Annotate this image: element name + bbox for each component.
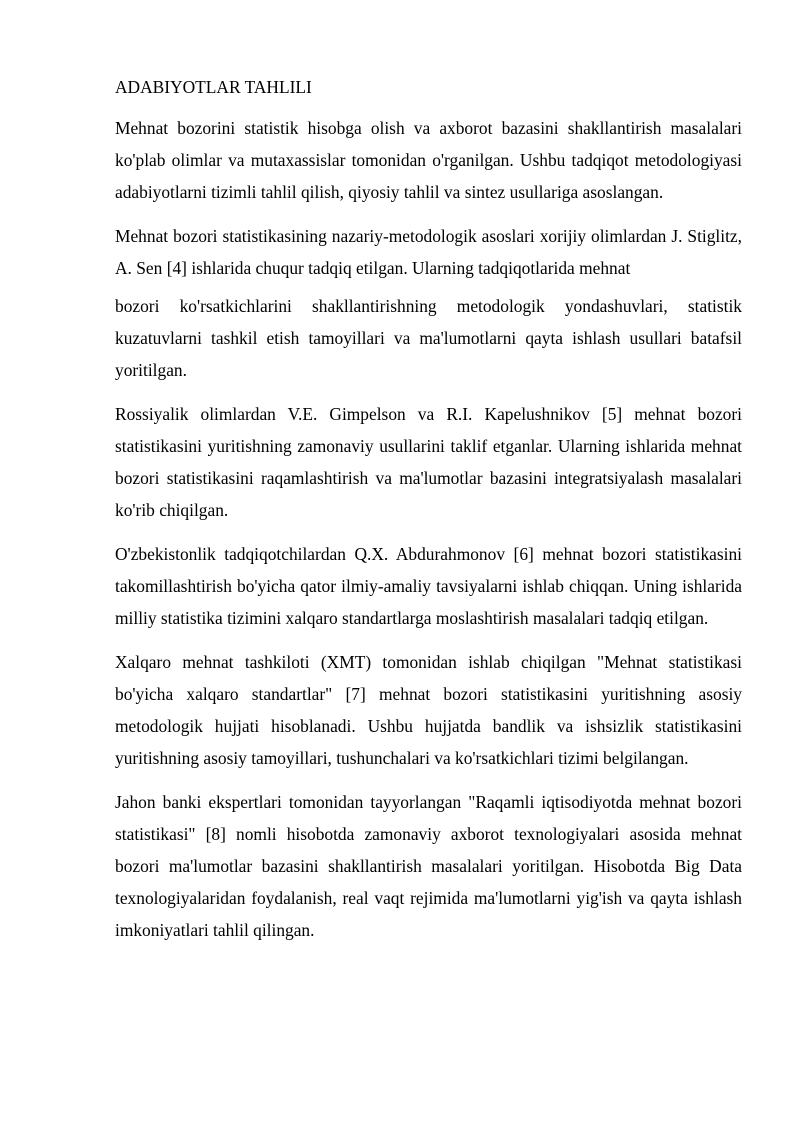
section-heading: ADABIYOTLAR TAHLILI <box>115 77 312 97</box>
paragraph-foreign-scholars-part1: Mehnat bozori statistikasining nazariy-metodologik asoslari xorijiy olimlardan J. Stiglitz, A. Sen [4] ishlarida chuqur tadqiq etilgan. Ularning tadqiqotlarida mehnat <box>115 226 742 278</box>
paragraph-russian-scholars: Rossiyalik olimlardan V.E. Gimpelson va R.I. Kapelushnikov [5] mehnat bozori statistikasini yuritishning zamonaviy usullarini taklif etganlar. Ularning ishlarida mehnat bozori statistikasini raqamlashtirish va ma'lumotlar bazasini integratsiyalash masalalari ko'rib chiqilgan. <box>115 404 742 520</box>
paragraph-world-bank: Jahon banki ekspertlari tomonidan tayyorlangan "Raqamli iqtisodiyotda mehnat bozori statistikasi" [8] nomli hisobotda zamonaviy axborot texnologiyalari asosida mehnat bozori ma'lumotlar bazasini shakllantirish masalalari yoritilgan. Hisobotda Big Data texnologiyalaridan foydalanish, real vaqt rejimida ma'lumotlarni yig'ish va qayta ishlash imkoniyatlari tahlil qilingan. <box>115 792 742 940</box>
paragraph-ilo-standards: Xalqaro mehnat tashkiloti (XMT) tomonidan ishlab chiqilgan "Mehnat statistikasi bo'yicha xalqaro standartlar" [7] mehnat bozori statistikasini yuritishning asosiy metodologik hujjati hisoblanadi. Ushbu hujjatda bandlik va ishsizlik statistikasini yuritishning asosiy tamoyillari, tushunchalari va ko'rsatkichlari tizimi belgilangan. <box>115 652 742 768</box>
paragraph-foreign-scholars-part2: bozori ko'rsatkichlarini shakllantirishning metodologik yondashuvlari, statistik kuzatuvlarni tashkil etish tamoyillari va ma'lumotlarni qayta ishlash usullari batafsil yoritilgan. <box>115 296 742 380</box>
paragraph-uzbek-researchers: O'zbekistonlik tadqiqotchilardan Q.X. Abdurahmonov [6] mehnat bozori statistikasini takomillashtirish bo'yicha qator ilmiy-amaliy tavsiyalarni ishlab chiqqan. Uning ishlarida milliy statistika tizimini xalqaro standartlarga moslashtirish masalalari tadqiq etilgan. <box>115 544 742 628</box>
paragraph-intro: Mehnat bozorini statistik hisobga olish va axborot bazasini shakllantirish masalalari ko'plab olimlar va mutaxassislar tomonidan o'rganilgan. Ushbu tadqiqot metodologiyasi adabiyotlarni tizimli tahlil qilish, qiyosiy tahlil va sintez usullariga asoslangan. <box>115 118 742 202</box>
document-page <box>115 74 742 958</box>
